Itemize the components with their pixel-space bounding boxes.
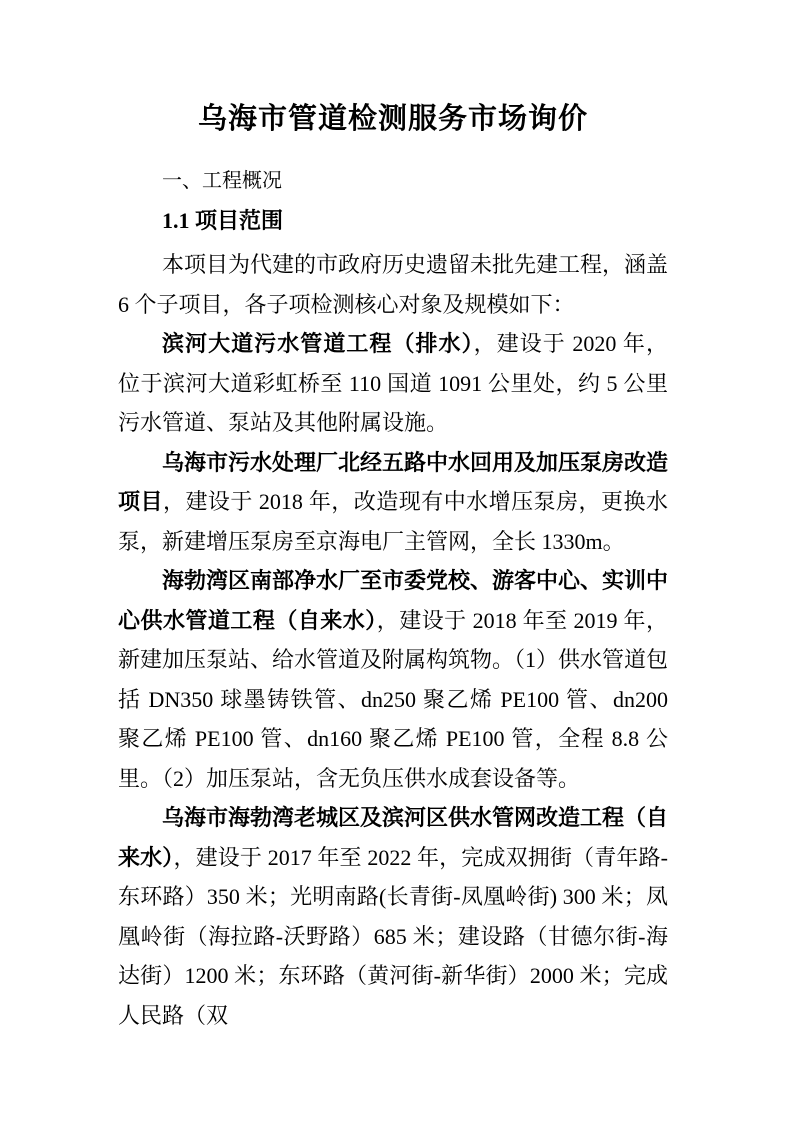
document-body (118, 245, 668, 1035)
text-run: ，建设于 2017 年至 2022 年，完成双拥街（青年路-东环路）350 米；光明南路(长青街-凤凰岭街) 300 米；凤凰岭街（海拉路-沃野路）685 米；建设路（甘德尔街-海达街）1200 米；东环路（黄河街-新华街）2000 米；完成人民路（双 (118, 844, 668, 1028)
bold-text-run: 滨河大道污水管道工程（排水） (162, 331, 474, 356)
bold-text-run: 乌海市污水处理厂北经五路中水回用及加压泵房改造项目 (118, 449, 669, 514)
paragraph (118, 443, 668, 562)
paragraph (118, 245, 668, 324)
text-run: 本项目为代建的市政府历史遗留未批先建工程，涵盖 6 个子项目，各子项检测核心对象及规模如下： (118, 252, 669, 317)
section-heading: 一、工程概况 (162, 170, 282, 192)
paragraph (118, 561, 668, 798)
paragraph (118, 324, 668, 443)
text-run: ，建设于 2018 年至 2019 年，新建加压泵站、给水管道及附属构筑物。（1）供水管道包括 DN350 球墨铸铁管、dn250 聚乙烯 PE100 管、dn200 聚乙烯 PE100 管、dn160 聚乙烯 PE100 管，全程 8.8 公里。（2）加压泵站，含无负压供水成套设备等。 (118, 607, 669, 791)
bold-text-run: 海勃湾区南部净水厂至市委党校、游客中心、实训中心供水管道工程（自来水） (118, 568, 669, 633)
text-run: ，建设于 2018 年，改造现有中水增压泵房，更换水泵，新建增压泵房至京海电厂主管网，全长 1330m。 (118, 489, 668, 554)
paragraph (118, 798, 668, 1035)
document-title: 乌海市管道检测服务市场询价 (197, 103, 588, 135)
subsection-heading: 1.1 项目范围 (162, 208, 284, 233)
bold-text-run: 乌海市海勃湾老城区及滨河区供水管网改造工程（自来水） (118, 805, 669, 870)
text-run: ，建设于 2020 年，位于滨河大道彩虹桥至 110 国道 1091 公里处，约 5 公里污水管道、泵站及其他附属设施。 (118, 331, 668, 435)
